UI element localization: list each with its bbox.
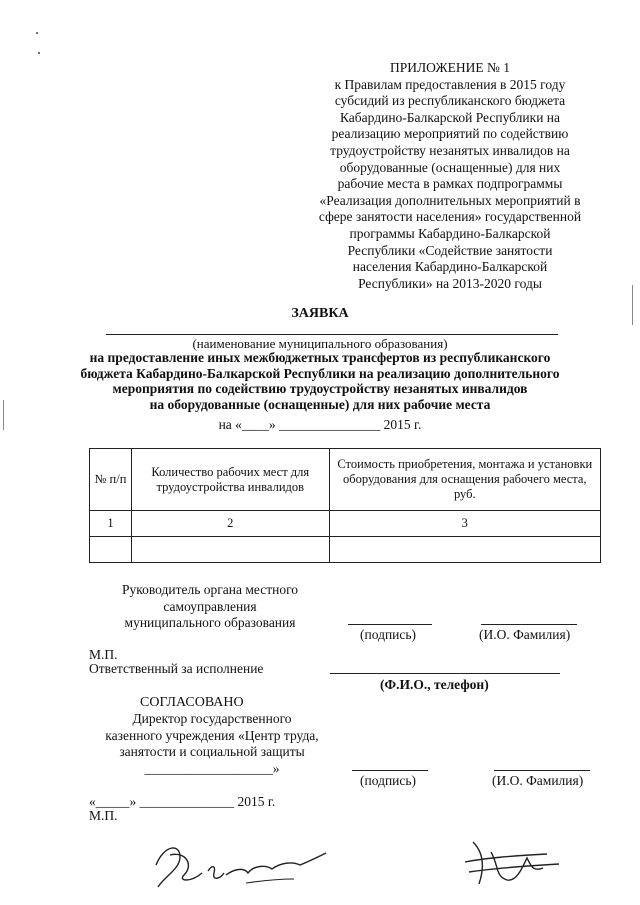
annex-line: трудоустройству незанятых инвалидов на — [330, 142, 570, 158]
director-line: ___________________» — [144, 760, 280, 776]
responsible-label: Ответственный за исполнение — [89, 661, 264, 676]
annex-header — [300, 60, 600, 292]
table-cell: 3 — [329, 511, 600, 537]
scan-speck — [36, 32, 38, 34]
director-name-caption: (И.О. Фамилия) — [492, 773, 584, 788]
annex-line: Республики» на 2013-2020 годы — [358, 275, 542, 291]
purpose-text — [40, 350, 600, 412]
annex-line: ПРИЛОЖЕНИЕ № 1 — [389, 60, 511, 75]
final-stamp-label: М.П. — [89, 808, 118, 823]
table-row — [90, 511, 601, 537]
annex-line: субсидий из республиканского бюджета — [334, 93, 566, 109]
director-position — [92, 711, 332, 777]
municipality-blank-line — [106, 334, 558, 335]
director-signature-caption: (подпись) — [360, 773, 417, 788]
head-signature-caption: (подпись) — [360, 627, 417, 642]
annex-line: населения Кабардино-Балкарской — [352, 259, 548, 275]
head-line: муниципального образования — [124, 615, 296, 630]
annex-line: оборудованные (оснащенные) для них — [339, 159, 561, 175]
director-line: занятости и социальной защиты — [119, 744, 305, 759]
document-title: ЗАЯВКА — [291, 306, 349, 321]
purpose-line: бюджета Кабардино-Балкарской Республики на реализацию дополнительного — [80, 365, 560, 381]
purpose-line: мероприятия по содействию трудоустройству незанятых инвалидов — [112, 381, 528, 397]
director-line: казенного учреждения «Центр труда, — [105, 727, 319, 743]
annex-line: сфере занятости населения» государственной — [318, 209, 582, 225]
stamp-label: М.П. — [89, 647, 118, 662]
head-signature-line — [348, 624, 432, 625]
header-workplaces: Количество рабочих мест для трудоустройства инвалидов — [131, 449, 329, 511]
annex-line: к Правилам предоставления в 2015 году — [334, 76, 566, 92]
annex-line: Кабардино-Балкарской Республики на — [339, 109, 561, 125]
table-header-row — [90, 449, 601, 511]
header-cost: Стоимость приобретения, монтажа и установки оборудования для оснащения рабочего места, руб. — [329, 449, 600, 511]
head-line: Руководитель органа местного — [121, 582, 299, 597]
application-table — [89, 448, 601, 563]
annex-line: Республики «Содействие занятости — [347, 242, 553, 258]
head-position — [110, 582, 310, 632]
table-row — [90, 537, 601, 563]
header-number: № п/п — [90, 449, 132, 511]
purpose-line: на оборудованные (оснащенные) для них рабочие места — [149, 396, 491, 412]
responsible-blank-line — [330, 673, 560, 674]
director-line: Директор государственного — [132, 711, 292, 726]
director-signature-line — [352, 770, 428, 771]
head-name-line — [481, 624, 577, 625]
annex-line: программы Кабардино-Балкарской — [349, 225, 551, 241]
annex-line: рабочие места в рамках подпрограммы — [337, 176, 563, 192]
head-line: самоуправления — [163, 598, 257, 614]
final-date-line: «_____» ______________ 2015 г. — [89, 794, 276, 809]
handwritten-signature-left — [150, 835, 330, 895]
table-cell: 2 — [131, 511, 329, 537]
table-cell — [90, 537, 132, 563]
director-name-line — [494, 770, 590, 771]
agreed-heading: СОГЛАСОВАНО — [140, 695, 244, 710]
table-cell — [131, 537, 329, 563]
application-date-line: на «____» _______________ 2015 г. — [218, 417, 422, 432]
responsible-caption: (Ф.И.О., телефон) — [380, 677, 489, 692]
purpose-line: на предоставление иных межбюджетных трансфертов из республиканского — [89, 350, 551, 365]
table-cell — [329, 537, 600, 563]
annex-line: «Реализация дополнительных мероприятий в — [319, 192, 581, 208]
scan-speck — [38, 52, 40, 54]
municipality-caption: (наименование муниципального образования) — [192, 336, 448, 351]
handwritten-signature-right — [455, 832, 575, 894]
table-cell: 1 — [90, 511, 132, 537]
annex-line: реализацию мероприятий по содействию — [331, 126, 569, 142]
head-name-caption: (И.О. Фамилия) — [479, 627, 571, 642]
